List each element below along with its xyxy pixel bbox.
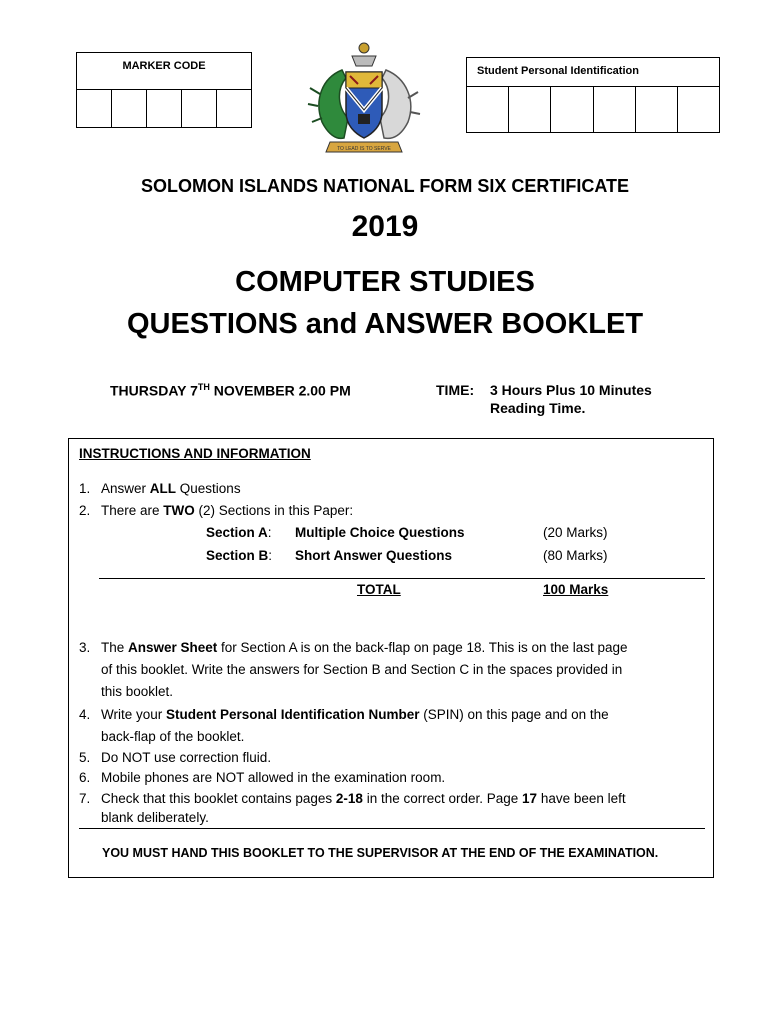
instruction-5-number: 5. xyxy=(79,750,91,765)
instruction-3-line-3: this booklet. xyxy=(101,684,174,699)
exam-day-suffix: TH xyxy=(197,382,210,392)
instruction-7-line-2: blank deliberately. xyxy=(101,810,209,825)
instruction-4: Write your Student Personal Identification Number (SPIN) on this page and on the xyxy=(101,707,609,722)
section-a-marks: (20 Marks) xyxy=(543,525,608,540)
instruction-6: Mobile phones are NOT allowed in the examination room. xyxy=(101,770,446,785)
instruction-4-number: 4. xyxy=(79,707,91,722)
spin-cell[interactable] xyxy=(551,87,593,132)
instruction-1-number: 1. xyxy=(79,481,91,496)
section-b-title: Short Answer Questions xyxy=(295,548,453,563)
exam-year: 2019 xyxy=(351,210,419,243)
marker-code-label: MARKER CODE xyxy=(122,60,206,72)
reading-time: Reading Time. xyxy=(490,400,586,416)
spin-cell[interactable] xyxy=(636,87,678,132)
instruction-2: There are TWO (2) Sections in this Paper: xyxy=(101,503,354,518)
booklet-title: QUESTIONS and ANSWER BOOKLET xyxy=(126,308,644,340)
marker-code-cell[interactable] xyxy=(77,90,112,127)
spin-cell[interactable] xyxy=(509,87,551,132)
marker-code-cell[interactable] xyxy=(182,90,217,127)
time-duration: 3 Hours Plus 10 Minutes xyxy=(490,382,652,398)
instruction-3: The Answer Sheet for Section A is on the back-flap on page 18. This is on the last page xyxy=(101,640,628,655)
instruction-5: Do NOT use correction fluid. xyxy=(101,750,272,765)
instructions-heading: INSTRUCTIONS AND INFORMATION xyxy=(79,446,311,461)
exam-date xyxy=(110,382,351,399)
instruction-4-line-2: back-flap of the booklet. xyxy=(101,729,245,744)
spin-cells xyxy=(467,86,719,132)
spin-cell[interactable] xyxy=(678,87,719,132)
final-notice: YOU MUST HAND THIS BOOKLET TO THE SUPERVISOR AT THE END OF THE EXAMINATION. xyxy=(102,846,659,860)
marker-code-cell[interactable] xyxy=(112,90,147,127)
spin-label: Student Personal Identification xyxy=(477,65,639,77)
exam-day: THURSDAY 7 xyxy=(110,382,198,399)
instruction-1: Answer ALL Questions xyxy=(101,481,241,496)
marker-code-box xyxy=(76,52,252,128)
subject-title: COMPUTER STUDIES xyxy=(235,266,535,298)
section-a-title: Multiple Choice Questions xyxy=(295,525,465,540)
instruction-6-number: 6. xyxy=(79,770,91,785)
section-a-name: Section A: xyxy=(206,525,272,540)
final-divider xyxy=(79,828,705,829)
instruction-7: Check that this booklet contains pages 2-18 in the correct order. Page 17 have been left xyxy=(101,791,626,806)
certificate-title: SOLOMON ISLANDS NATIONAL FORM SIX CERTIFICATE xyxy=(141,176,629,196)
coat-of-arms-seal xyxy=(302,38,426,160)
total-label: TOTAL xyxy=(357,582,401,597)
marker-code-cell[interactable] xyxy=(217,90,251,127)
instruction-3-line-2: of this booklet. Write the answers for Section B and Section C in the spaces provided in xyxy=(101,662,623,677)
spin-cell[interactable] xyxy=(467,87,509,132)
marker-code-cells xyxy=(77,89,251,127)
seal-banner-text: TO LEAD IS TO SERVE xyxy=(337,146,391,152)
total-marks: 100 Marks xyxy=(543,582,609,597)
exam-date-rest: NOVEMBER 2.00 PM xyxy=(209,382,351,399)
marker-code-cell[interactable] xyxy=(147,90,182,127)
instruction-3-number: 3. xyxy=(79,640,91,655)
spin-box xyxy=(466,57,720,133)
instruction-7-number: 7. xyxy=(79,791,91,806)
section-b-marks: (80 Marks) xyxy=(543,548,608,563)
section-b-name: Section B: xyxy=(206,548,273,563)
instruction-2-number: 2. xyxy=(79,503,91,518)
time-label: TIME: xyxy=(436,382,475,398)
spin-cell[interactable] xyxy=(594,87,636,132)
instructions-box xyxy=(68,438,714,878)
